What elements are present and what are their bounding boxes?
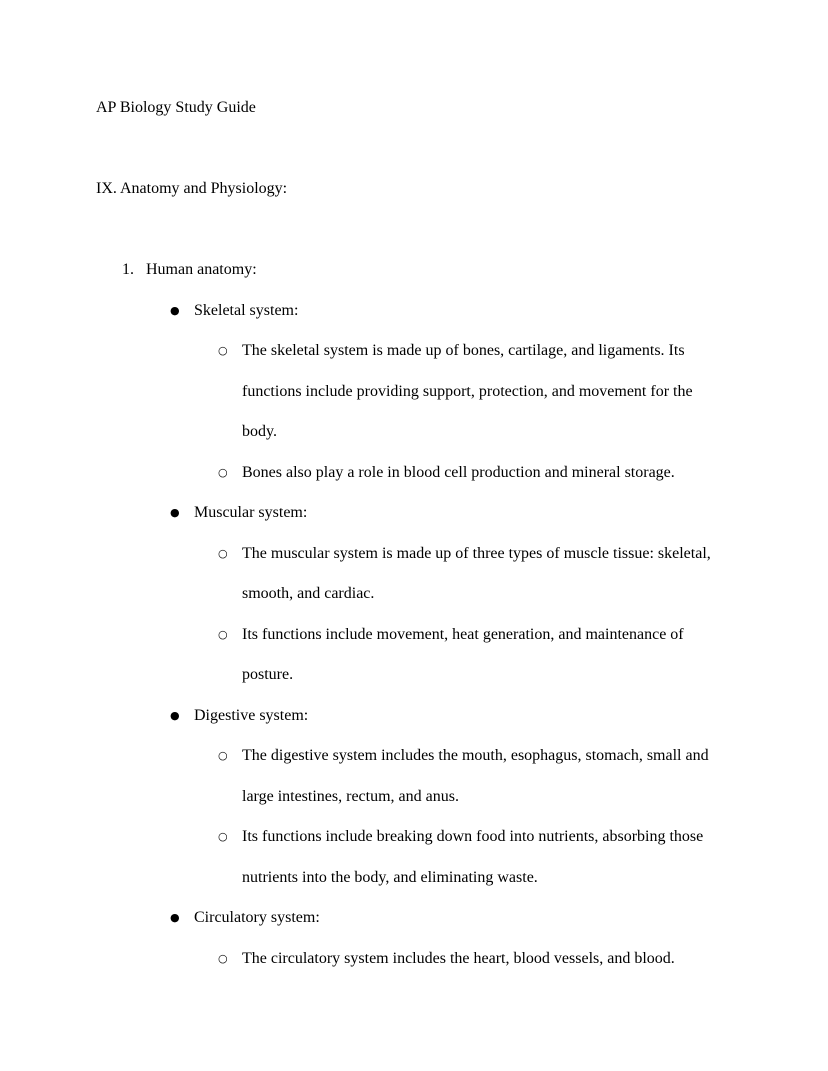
sub-bullet-item [96, 453, 730, 494]
filled-bullet-icon: ● [170, 911, 180, 924]
list-number: 1. [122, 261, 134, 278]
sub-bullet-text: The skeletal system is made up of bones, cartilage, and ligaments. Its functions include providing support, protection, and movement for the body. [242, 342, 693, 440]
sub-bullet-item [96, 534, 730, 615]
filled-bullet-icon: ● [170, 506, 180, 519]
hollow-bullet-icon: ○ [218, 344, 228, 357]
numbered-item-label: Human anatomy: [146, 261, 257, 278]
sub-bullet-item [96, 615, 730, 696]
sub-bullet-text: Bones also play a role in blood cell production and mineral storage. [242, 463, 675, 481]
sub-bullet-text: The muscular system is made up of three types of muscle tissue: skeletal, smooth, and cardiac. [242, 544, 711, 602]
hollow-bullet-icon: ○ [218, 830, 228, 843]
bullet-label: Digestive system: [194, 706, 309, 724]
sub-bullet-text: Its functions include breaking down food into nutrients, absorbing those nutrients into the body, and eliminating waste. [242, 828, 704, 886]
sub-bullet-item [96, 736, 730, 817]
sub-bullet-item [96, 331, 730, 453]
hollow-bullet-icon: ○ [218, 465, 228, 479]
filled-bullet-icon: ● [170, 303, 180, 317]
bullet-item [96, 291, 730, 332]
section-heading: IX. Anatomy and Physiology: [96, 180, 288, 197]
hollow-bullet-icon: ○ [218, 627, 228, 641]
bullet-label: Skeletal system: [194, 301, 299, 319]
bullet-label: Circulatory system: [194, 909, 320, 926]
numbered-list-item [96, 250, 730, 291]
bullet-item [96, 696, 730, 737]
bullet-label: Muscular system: [194, 504, 308, 521]
sub-bullet-text: The circulatory system includes the heart, blood vessels, and blood. [242, 949, 675, 967]
filled-bullet-icon: ● [170, 708, 180, 722]
hollow-bullet-icon: ○ [218, 546, 228, 560]
document-title: AP Biology Study Guide [96, 99, 256, 116]
hollow-bullet-icon: ○ [218, 749, 228, 762]
sub-bullet-item [96, 817, 730, 898]
sub-bullet-text: The digestive system includes the mouth, esophagus, stomach, small and large intestines, rectum, and anus. [242, 747, 709, 805]
hollow-bullet-icon: ○ [218, 951, 228, 965]
sub-bullet-item [96, 939, 730, 980]
sub-bullet-text: Its functions include movement, heat generation, and maintenance of posture. [242, 625, 684, 683]
bullet-item [96, 493, 730, 534]
bullet-item [96, 898, 730, 939]
